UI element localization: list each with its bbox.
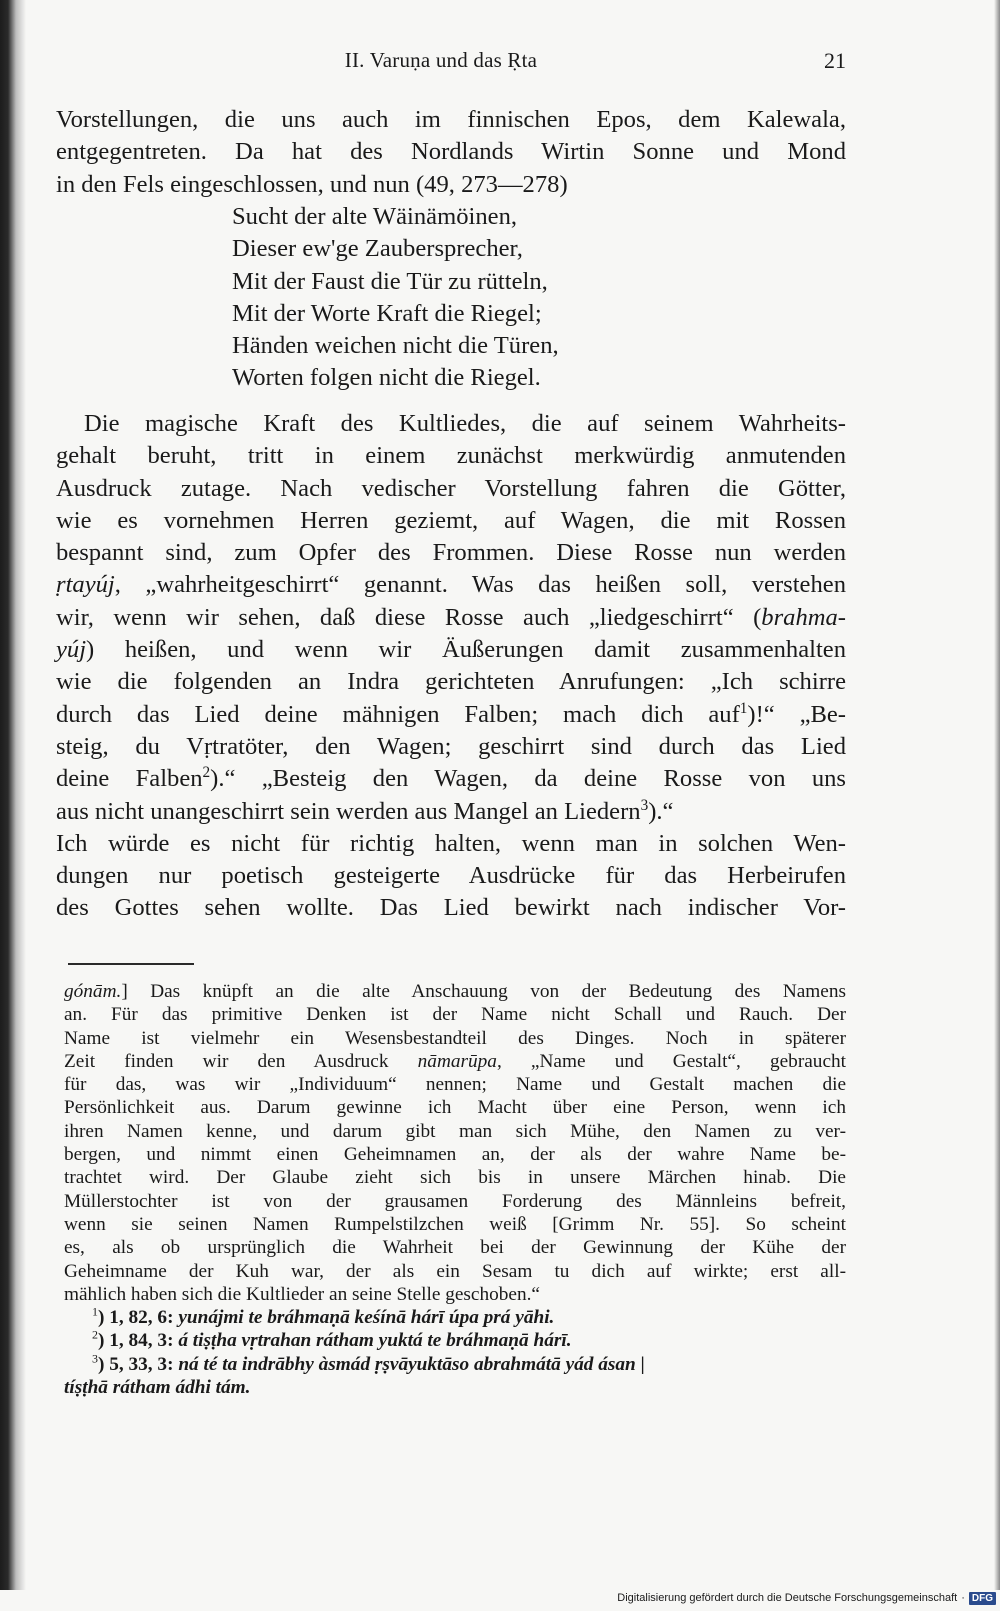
text-line: Ausdruck zutage. Nach vedischer Vorstellung fahren die Götter, (56, 474, 846, 502)
text-line: des Gottes sehen wollte. Das Lied bewirkt nach indischer Vor- (56, 894, 846, 922)
main-paragraph (56, 408, 846, 925)
text-line: gehalt beruht, tritt in einem zunächst merkwürdig anmutenden (56, 442, 846, 470)
verse-line: Händen weichen nicht die Türen, (232, 332, 559, 360)
text-line: bespannt sind, zum Opfer des Frommen. Diese Rosse nun werden (56, 539, 846, 567)
page-right-edge (994, 0, 1000, 1590)
digitization-credit: Digitalisierung gefördert durch die Deutsche Forschungsgemeinschaft · DFG (617, 1589, 996, 1607)
footnote-line: ihren Namen kenne, und darum gibt man sich Mühe, den Namen zu ver- (64, 1120, 846, 1142)
footnotes-section (64, 980, 846, 1399)
text-line: Die magische Kraft des Kultliedes, die auf seinem Wahrheits- (84, 410, 846, 437)
footnote-line: gónām.] Das knüpft an die alte Anschauung von der Bedeutung des Namens (64, 981, 846, 1002)
footnote-line: mählich haben sich die Kultlieder an seine Stelle geschoben.“ (64, 1283, 540, 1305)
text-line: wir, wenn wir sehen, daß diese Rosse auch „liedgeschirrt“ (brahma- (56, 603, 846, 631)
footnote-line: Name ist vielmehr ein Wesensbestandteil des Dinges. Noch in späterer (64, 1027, 846, 1049)
footnote-line: trachtet wird. Der Glaube zieht sich bis in unsere Märchen hinab. Die (64, 1167, 846, 1189)
running-title: II. Varuṇa und das Ṛta (344, 48, 538, 72)
footnote-3-continuation: tíṣṭhā rátham ádhi tám. (64, 1377, 251, 1399)
intro-paragraph (56, 104, 846, 201)
footnote-ref: 2 (202, 764, 211, 782)
footnote-ref: 3 (640, 796, 649, 814)
footnote-line: Müllerstochter ist von der grausamen Forderung des Männleins befreit, (64, 1190, 846, 1212)
text-line: dungen nur poetisch gesteigerte Ausdrücke für das Herbeirufen (56, 862, 846, 890)
verse-line: Worten folgen nicht die Riegel. (232, 364, 541, 392)
verse-line: Mit der Faust die Tür zu rütteln, (232, 267, 548, 295)
footnote-2: $^2$) 1, 84, 3: á tiṣṭha vṛtrahan rátham yuktá te bráhmaṇā hárī. (92, 1328, 572, 1352)
page-binding-edge (0, 0, 26, 1590)
verse-line: Mit der Worte Kraft die Riegel; (232, 299, 542, 327)
footnote-divider (68, 963, 194, 965)
footnote-line: für das, was wir „Individuum“ nennen; Name und Gestalt machen die (64, 1074, 846, 1096)
dfg-logo-icon: DFG (969, 1592, 996, 1605)
text-line: deine Falben$^2$).“ „Besteig den Wagen, da deine Rosse von uns (56, 764, 847, 793)
text-line: durch das Lied deine mähnigen Falben; mach dich auf$^1$)!“ „Be- (56, 699, 846, 728)
verse-line: Dieser ew'ge Zaubersprecher, (232, 235, 523, 263)
footnote-line: Persönlichkeit aus. Darum gewinne ich Macht über eine Person, wenn ich (64, 1097, 846, 1119)
footnote-line: an. Für das primitive Denken ist der Name nicht Schall und Rauch. Der (64, 1004, 846, 1026)
footnote-line: es, als ob ursprünglich die Wahrheit bei der Gewinnung der Kühe der (64, 1237, 846, 1259)
text-line: wie die folgenden an Indra gerichteten Anrufungen: „Ich schirre (56, 668, 846, 696)
footnote-line: Zeit finden wir den Ausdruck nāmarūpa, „Name und Gestalt“, gebraucht (64, 1050, 846, 1072)
page-header (56, 48, 846, 80)
text-line: Vorstellungen, die uns auch im finnischen Epos, dem Kalewala, (56, 106, 846, 133)
footnote-line: Geheimname der Kuh war, der als ein Sesam tu dich auf wirkte; erst all- (64, 1260, 846, 1282)
footnote-1: $^1$) 1, 82, 6: yunájmi te bráhmaṇā keśínā hárī úpa prá yāhi. (92, 1304, 555, 1329)
credit-text: Digitalisierung gefördert durch die Deutsche Forschungsgemeinschaft (617, 1592, 958, 1604)
text-line: steig, du Vṛtratöter, den Wagen; geschirrt sind durch das Lied (56, 732, 846, 760)
kalewala-verse (232, 201, 559, 395)
footnote-ref: 1 (739, 699, 748, 717)
verse-line: Sucht der alte Wäinämöinen, (232, 203, 518, 230)
footnote-line: bergen, und nimmt einen Geheimnamen an, der als der wahre Name be- (64, 1144, 846, 1166)
page-number: 21 (824, 48, 846, 73)
text-line: ṛtayúj, „wahrheitgeschirrt“ genannt. Was das heißen soll, verstehen (56, 571, 846, 599)
footnote-3: $^3$) 5, 33, 3: ná té ta indrābhy àsmád ṛṣvāyuktāso abrahmátā yád ásan | (92, 1351, 645, 1375)
text-line: Ich würde es nicht für richtig halten, wenn man in solchen Wen- (56, 829, 846, 857)
text-line: aus nicht unangeschirrt sein werden aus Mangel an Liedern$^3$).“ (56, 796, 674, 825)
text-line: in den Fels eingeschlossen, und nun (49, 273—278) (56, 170, 568, 198)
text-line: wie es vornehmen Herren geziemt, auf Wagen, die mit Rossen (56, 506, 846, 534)
text-line: yúj) heißen, und wenn wir Äußerungen damit zusammenhalten (56, 636, 846, 664)
text-line: entgegentreten. Da hat des Nordlands Wirtin Sonne und Mond (56, 138, 846, 166)
footnote-line: wenn sie seinen Namen Rumpelstilzchen weiß [Grimm Nr. 55]. So scheint (64, 1213, 846, 1235)
